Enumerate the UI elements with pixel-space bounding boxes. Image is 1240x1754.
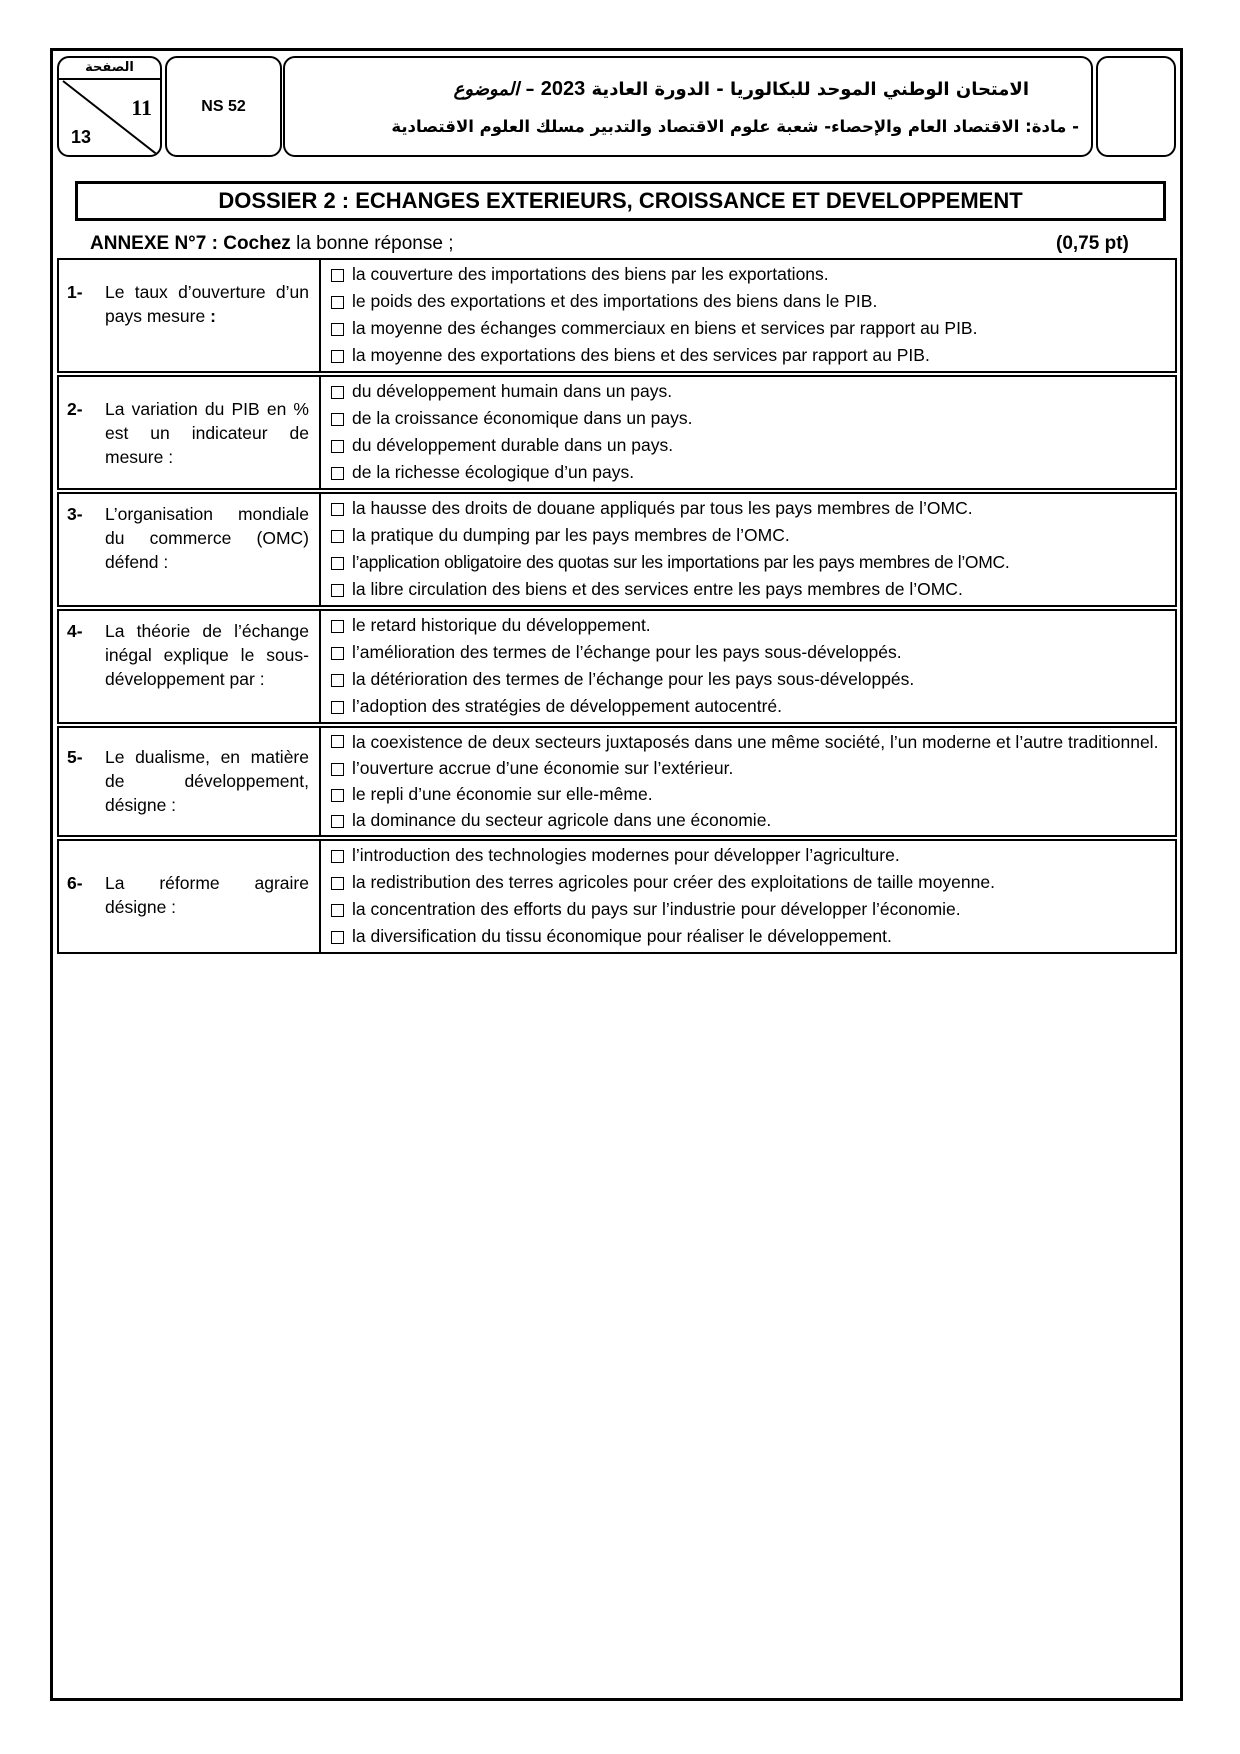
option-item[interactable]: la diversification du tissu économique pour réaliser le développement. (331, 923, 1165, 950)
question-row-2 (58, 376, 1176, 489)
question-text: L’organisation mondiale du commerce (OMC) défend : (105, 504, 309, 572)
checkbox-icon[interactable] (331, 440, 344, 453)
question-row-5 (58, 727, 1176, 836)
option-item[interactable]: l’ouverture accrue d’une économie sur l’extérieur. (331, 755, 1165, 781)
exam-title-dash: – (525, 79, 535, 100)
checkbox-icon[interactable] (331, 763, 344, 776)
question-text: La variation du PIB en % est un indicateur de mesure : (105, 399, 309, 467)
options-cell (320, 376, 1176, 489)
exam-title-line2: - مادة: الاقتصاد العام والإحصاء- شعبة علوم الاقتصاد والتدبير مسلك العلوم الاقتصادية (391, 117, 1079, 136)
checkbox-icon[interactable] (331, 674, 344, 687)
question-text: La réforme agraire désigne : (105, 873, 309, 917)
exam-subject-word: الموضوع (453, 79, 520, 100)
annexe-label: ANNEXE N°7 : (90, 233, 218, 254)
exam-title-box (283, 56, 1093, 157)
option-item[interactable]: de la richesse écologique d’un pays. (331, 459, 1165, 486)
option-item[interactable]: la moyenne des échanges commerciaux en biens et services par rapport au PIB. (331, 315, 1165, 342)
annexe-points: (0,75 pt) (1056, 233, 1129, 254)
question-text: La théorie de l’échange inégal explique le sous-développement par : (105, 621, 309, 689)
question-row-3 (58, 493, 1176, 606)
questions-table (57, 258, 1177, 954)
checkbox-icon[interactable] (331, 647, 344, 660)
option-item[interactable]: du développement durable dans un pays. (331, 432, 1165, 459)
exam-year: 2023 (540, 78, 586, 100)
checkbox-icon[interactable] (331, 503, 344, 516)
option-item[interactable]: la pratique du dumping par les pays membres de l’OMC. (331, 522, 1165, 549)
option-item[interactable]: le repli d’une économie sur elle-même. (331, 781, 1165, 807)
page-label: الصفحة (59, 58, 160, 80)
option-item[interactable]: le poids des exportations et des importations des biens dans le PIB. (331, 288, 1165, 315)
annexe-instruction-text: la bonne réponse ; (296, 233, 454, 254)
option-item[interactable]: la redistribution des terres agricoles pour créer des exploitations de taille moyenne. (331, 869, 1165, 896)
question-cell (58, 259, 320, 372)
option-item[interactable]: la moyenne des exportations des biens et des services par rapport au PIB. (331, 342, 1165, 369)
checkbox-icon[interactable] (331, 413, 344, 426)
checkbox-icon[interactable] (331, 815, 344, 828)
checkbox-icon[interactable] (331, 850, 344, 863)
checkbox-icon[interactable] (331, 530, 344, 543)
checkbox-icon[interactable] (331, 386, 344, 399)
checkbox-icon[interactable] (331, 701, 344, 714)
question-number: 6- (67, 873, 83, 893)
question-number: 3- (67, 504, 83, 524)
checkbox-icon[interactable] (331, 904, 344, 917)
checkbox-icon[interactable] (331, 350, 344, 363)
option-item[interactable]: la hausse des droits de douane appliqués par tous les pays membres de l’OMC. (331, 495, 1165, 522)
option-item[interactable]: l’introduction des technologies modernes pour développer l’agriculture. (331, 842, 1165, 869)
annexe-instruction (90, 233, 454, 255)
checkbox-icon[interactable] (331, 789, 344, 802)
option-item[interactable]: l’adoption des stratégies de développement autocentré. (331, 693, 1165, 720)
checkbox-icon[interactable] (331, 735, 344, 748)
exam-title-line1 (454, 78, 1029, 101)
page-current: 11 (131, 95, 152, 120)
checkbox-icon[interactable] (331, 296, 344, 309)
exam-title-prefix: الامتحان الوطني الموحد للبكالوريا - الدورة العادية (591, 79, 1029, 100)
question-row-6 (58, 840, 1176, 953)
options-cell (320, 493, 1176, 606)
header-empty-box (1096, 56, 1176, 157)
question-number: 2- (67, 399, 83, 419)
question-cell (58, 493, 320, 606)
option-item[interactable]: la dominance du secteur agricole dans une économie. (331, 807, 1165, 833)
checkbox-icon[interactable] (331, 620, 344, 633)
checkbox-icon[interactable] (331, 584, 344, 597)
question-number: 1- (67, 282, 83, 302)
options-cell (320, 727, 1176, 836)
exam-code-box (165, 56, 282, 157)
option-item[interactable]: la détérioration des termes de l’échange pour les pays sous-développés. (331, 666, 1165, 693)
question-cell (58, 727, 320, 836)
options-cell (320, 259, 1176, 372)
option-item[interactable]: la couverture des importations des biens par les exportations. (331, 261, 1165, 288)
option-item[interactable]: de la croissance économique dans un pays. (331, 405, 1165, 432)
options-cell (320, 610, 1176, 723)
annexe-verb: Cochez (223, 233, 291, 254)
options-cell (320, 840, 1176, 953)
question-number: 5- (67, 747, 83, 767)
question-cell (58, 376, 320, 489)
option-item[interactable]: la coexistence de deux secteurs juxtaposés dans une même société, l’un moderne et l’autre traditionnel. (331, 729, 1165, 755)
page-total: 13 (71, 127, 92, 147)
checkbox-icon[interactable] (331, 931, 344, 944)
option-item[interactable]: la libre circulation des biens et des services entre les pays membres de l’OMC. (331, 576, 1165, 603)
question-text: Le dualisme, en matière de développement, désigne : (105, 747, 309, 815)
option-item[interactable]: le retard historique du développement. (331, 612, 1165, 639)
option-item[interactable]: l’amélioration des termes de l’échange pour les pays sous-développés. (331, 639, 1165, 666)
question-text: Le taux d’ouverture d’un pays mesure : (105, 282, 309, 326)
question-row-1 (58, 259, 1176, 372)
option-item[interactable]: l’application obligatoire des quotas sur les importations par les pays membres de l’OMC. (331, 549, 1165, 576)
exam-code: NS 52 (201, 98, 246, 115)
question-number: 4- (67, 621, 83, 641)
question-cell (58, 840, 320, 953)
question-cell (58, 610, 320, 723)
checkbox-icon[interactable] (331, 269, 344, 282)
option-item[interactable]: du développement humain dans un pays. (331, 378, 1165, 405)
question-row-4 (58, 610, 1176, 723)
option-item[interactable]: la concentration des efforts du pays sur l’industrie pour développer l’économie. (331, 896, 1165, 923)
page-number-box (57, 56, 162, 157)
checkbox-icon[interactable] (331, 877, 344, 890)
checkbox-icon[interactable] (331, 467, 344, 480)
dossier-title: DOSSIER 2 : ECHANGES EXTERIEURS, CROISSANCE ET DEVELOPPEMENT (75, 181, 1166, 221)
checkbox-icon[interactable] (331, 323, 344, 336)
checkbox-icon[interactable] (331, 557, 344, 570)
